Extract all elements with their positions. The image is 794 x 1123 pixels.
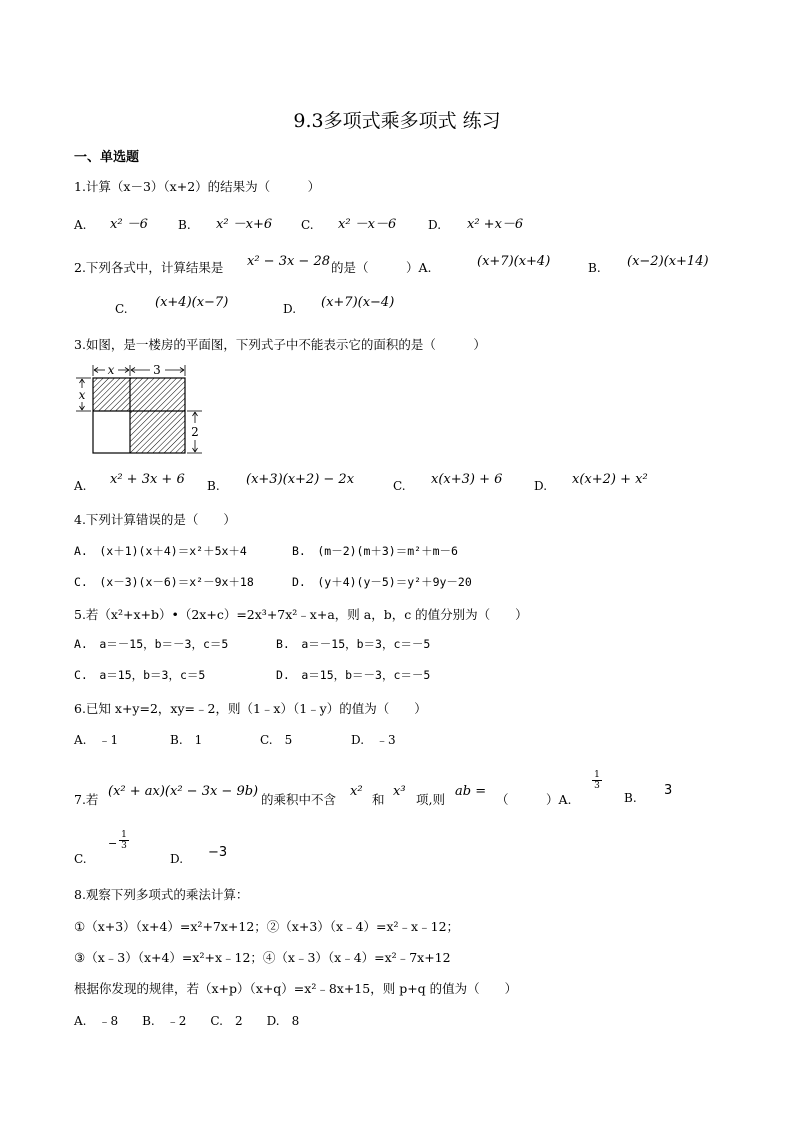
fig-label-3: 3 [153,363,161,377]
q2-option-b-label: B. [588,261,601,275]
q7-option-a-numerator: 1 [594,770,600,780]
hatched-region-x-by-x [93,378,130,411]
q6-option-c: C. 5 [260,733,293,747]
q7-ab: ab = [455,784,487,799]
q7-product-expr: (x² + ax)(x² − 3x − 9b) [108,784,259,799]
q4-option-b: B. (m－2)(m＋3)＝m²＋m－6 [292,544,458,558]
question-7-stem: 7.若 [74,792,99,807]
q2-option-d-expr: (x+7)(x−4) [321,295,395,310]
floor-plan-figure [70,360,210,460]
q7-option-c-numerator: 1 [121,830,127,840]
q3-option-d-expr: x(x+2) + x² [572,472,648,487]
q1-option-b-label: B. [178,218,191,232]
q7-option-c-fraction [119,830,129,851]
q5-option-c: C. a＝15，b＝3，c＝5 [74,668,206,682]
q3-option-c-label: C. [393,479,406,493]
q7-x3: x³ [393,784,406,799]
question-3-stem: 3.如图，是一楼房的平面图，下列式子中不能表示它的面积的是（ ） [74,337,486,352]
q2-option-b-expr: (x−2)(x+14) [627,254,709,269]
q3-option-a-label: A. [74,479,87,493]
q7-option-d-value: −3 [208,845,228,860]
q6-option-b: B. 1 [170,733,203,747]
q2-option-d-label: D. [283,302,297,316]
q1-option-d-label: D. [428,218,442,232]
q7-option-a-fraction [592,770,602,791]
q7-option-c-sign: − [108,837,118,850]
q1-option-a-label: A. [74,218,87,232]
q2-stem-tail: 的是（ ）A. [331,260,432,275]
question-6-stem: 6.已知 x+y=2，xy=﹣2，则（1﹣x）（1﹣y）的值为（ ） [74,701,427,716]
q6-option-a: A. ﹣1 [74,733,119,747]
q7-stem-part-c: 项,则 [416,792,445,807]
q3-option-a-expr: x² + 3x + 6 [110,472,185,487]
q3-option-b-label: B. [207,479,220,493]
q4-option-c: C. (x－3)(x－6)＝x²－9x＋18 [74,575,254,589]
q1-option-d-expr: x² +x－6 [467,217,524,232]
q1-option-a-expr: x² －6 [110,217,148,232]
q8-example-line-2: ③（x﹣3）（x+4）=x²+x﹣12；④（x﹣3）（x﹣4）=x²﹣7x+12 [74,950,451,965]
question-1-stem: 1.计算（x－3）（x+2）的结果为（ ） [74,179,321,194]
q7-option-b-value: 3 [664,783,673,798]
hatched-region-3-by-x [130,378,185,411]
q7-and: 和 [372,792,385,807]
q1-option-c-label: C. [301,218,314,232]
q7-option-d-label: D. [170,852,184,866]
question-4-stem: 4.下列计算错误的是（ ） [74,512,236,527]
q5-option-a: A. a＝－15，b＝－3，c＝5 [74,637,229,651]
q2-target-expr: x² − 3x − 28 [247,254,331,269]
q3-option-c-expr: x(x+3) + 6 [431,472,503,487]
q7-option-b-label: B. [624,791,637,805]
q5-option-d: D. a＝15，b＝－3，c＝－5 [276,668,431,682]
q8-example-line-1: ①（x+3）（x+4）=x²+7x+12；②（x+3）（x﹣4）=x²﹣x﹣12； [74,919,460,934]
q7-option-c-denominator: 3 [119,840,129,851]
page-title: 9.3多项式乘多项式 练习 [293,110,501,132]
q4-option-a: A. (x＋1)(x＋4)＝x²＋5x＋4 [74,544,247,558]
q3-option-d-label: D. [534,479,548,493]
q2-option-a-expr: (x+7)(x+4) [477,254,551,269]
q8-options: A. ﹣8 B. ﹣2 C. 2 D. 8 [74,1014,300,1028]
q2-option-c-label: C. [115,302,128,316]
hatched-region-3-by-2 [130,411,185,453]
q7-x2: x² [350,784,363,799]
q7-option-a-denominator: 3 [592,780,602,791]
question-5-stem: 5.若（x²+x+b）•（2x+c）=2x³+7x²﹣x+a，则 a，b，c 的值分别为（ ） [74,607,528,622]
q1-option-c-expr: x² －x－6 [338,217,397,232]
section-heading: 一、单选题 [74,150,140,165]
fig-label-2: 2 [191,425,199,439]
q8-question-line: 根据你发现的规律，若（x+p）（x+q）=x²﹣8x+15，则 p+q 的值为（ ） [74,981,518,996]
q3-option-b-expr: (x+3)(x+2) − 2x [246,472,355,487]
q7-stem-part-b: 的乘积中不含 [261,792,337,807]
q4-option-d: D. (y＋4)(y－5)＝y²＋9y－20 [292,575,472,589]
question-8-stem: 8.观察下列多项式的乘法计算： [74,887,249,902]
fig-label-x-top: x [107,363,115,377]
q7-stem-tail: （ ）A. [496,792,572,807]
q5-option-b: B. a＝－15，b＝3，c＝－5 [276,637,431,651]
fig-label-x-left: x [78,388,86,402]
question-2-stem: 2.下列各式中，计算结果是 [74,260,224,275]
q2-option-c-expr: (x+4)(x−7) [155,295,229,310]
q6-option-d: D. ﹣3 [351,733,396,747]
q1-option-b-expr: x² －x+6 [216,217,273,232]
q7-option-c-label: C. [74,852,87,866]
